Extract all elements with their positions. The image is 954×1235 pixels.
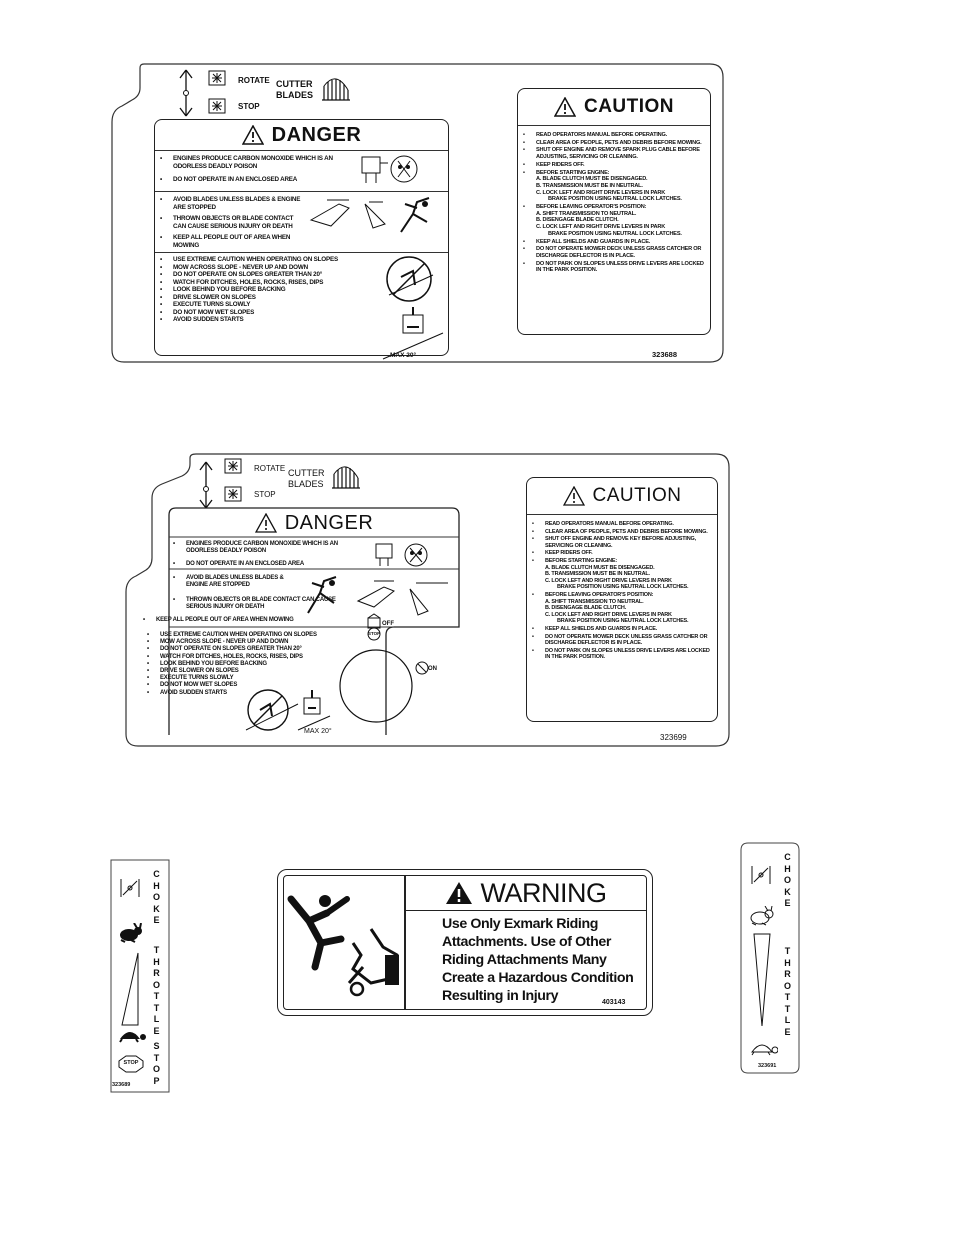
danger-item: • EXECUTE TURNS SLOWLY <box>155 301 385 309</box>
danger-item: • DO NOT OPERATE IN AN ENCLOSED AREA <box>155 176 350 184</box>
caution-item: BRAKE POSITION USING NEUTRAL LOCK LATCHES. <box>548 230 682 237</box>
vertical-letter: E <box>153 915 160 925</box>
vertical-letter: L <box>784 1015 791 1025</box>
danger-section-co <box>155 150 448 191</box>
vertical-letter: T <box>153 1002 160 1013</box>
caution-item: • READ OPERATORS MANUAL BEFORE OPERATING. <box>527 521 713 528</box>
warning-text: Use Only Exmark Riding Attachments. Use of Other Riding Attachments Many Create a Hazardous Condition Resulting in Injury <box>442 916 634 1004</box>
rotate-label: ROTATE <box>238 76 270 85</box>
caution-item: • DO NOT OPERATE MOWER DECK UNLESS GRASS CATCHER OR DISCHARGE DEFLECTOR IS IN PLACE. <box>527 634 713 647</box>
danger-item: • AVOID SUDDEN STARTS <box>155 316 385 324</box>
danger-item: • THROWN OBJECTS OR BLADE CONTACT CAN CAUSE SERIOUS INJURY OR DEATH <box>168 597 338 611</box>
cutter-blades-label: CUTTER BLADES <box>276 79 314 100</box>
vertical-letter: P <box>153 1075 160 1086</box>
caution-item: C. LOCK LEFT AND RIGHT DRIVE LEVERS IN PARK <box>536 189 666 196</box>
throttle-wedge-icon <box>120 951 140 1027</box>
part-number: 323699 <box>660 733 687 742</box>
danger-item: • EXECUTE TURNS SLOWLY <box>142 675 342 682</box>
caution-header <box>527 478 717 514</box>
caution-title: CAUTION <box>592 485 682 506</box>
danger-item: • USE EXTREME CAUTION WHEN OPERATING ON SLOPES <box>155 256 385 264</box>
danger-keep-people <box>138 617 358 624</box>
danger-item: • KEEP ALL PEOPLE OUT OF AREA WHEN MOWING <box>155 234 305 249</box>
vertical-letter: T <box>784 946 791 956</box>
key-on-label: ON <box>428 666 437 672</box>
danger-title: DANGER <box>271 123 362 146</box>
caution-list-container <box>518 125 710 274</box>
vertical-letter: R <box>784 969 791 979</box>
blade-rotate-icon <box>208 70 226 86</box>
caution-item: • KEEP RIDERS OFF. <box>527 550 713 557</box>
danger-panel <box>154 119 449 359</box>
choke-label <box>784 852 791 910</box>
caution-item: • BEFORE LEAVING OPERATOR'S POSITION: <box>527 592 713 599</box>
rollover-hazard-icon <box>287 891 405 1001</box>
danger-item: • DRIVE SLOWER ON SLOPES <box>142 668 342 675</box>
choke-icon <box>119 877 141 899</box>
danger-item: • LOOK BEHIND YOU BEFORE BACKING <box>155 286 385 294</box>
mower-deck-icon <box>320 74 352 102</box>
max-slope-label: MAX 20° <box>390 352 417 359</box>
caution-item: C. LOCK LEFT AND RIGHT DRIVE LEVERS IN PARK <box>536 224 666 231</box>
caution-item: B. DISENGAGE BLADE CLUTCH. <box>536 217 619 224</box>
warning-triangle-icon <box>563 486 585 506</box>
vertical-letter: O <box>153 1064 161 1074</box>
caution-item: • KEEP RIDERS OFF. <box>518 162 706 169</box>
key-off-label: OFF <box>382 621 394 627</box>
vertical-letter: O <box>784 875 792 885</box>
danger-item: • AVOID SUDDEN STARTS <box>142 690 342 697</box>
danger-item: • THROWN OBJECTS OR BLADE CONTACT CAN CAUSE SERIOUS INJURY OR DEATH <box>155 215 305 230</box>
danger-item: • DO NOT MOW WET SLOPES <box>142 682 342 689</box>
danger-item: • ENGINES PRODUCE CARBON MONOXIDE WHICH IS AN ODORLESS DEADLY POISON <box>155 155 350 170</box>
stop-icon: STOP <box>118 1055 144 1073</box>
caution-header <box>518 89 710 125</box>
vertical-letter: T <box>153 1052 160 1063</box>
danger-item: • ENGINES PRODUCE CARBON MONOXIDE WHICH IS AN ODORLESS DEADLY POISON <box>168 541 353 555</box>
caution-panel <box>526 477 718 722</box>
danger-item: • LOOK BEHIND YOU BEFORE BACKING <box>142 661 342 668</box>
rabbit-fast-icon <box>117 923 143 943</box>
caution-item: B. TRANSMISSION MUST BE IN NEUTRAL. <box>545 571 650 578</box>
warning-triangle-icon <box>445 881 473 905</box>
slope-rollover-icon <box>373 255 448 361</box>
stop-label: STOP <box>238 102 260 111</box>
vertical-letter: O <box>784 980 792 991</box>
caution-item: • KEEP ALL SHIELDS AND GUARDS IN PLACE. <box>527 626 713 633</box>
vertical-letter: K <box>784 886 791 897</box>
caution-item: A. SHIFT TRANSMISSION TO NEUTRAL. <box>536 210 637 217</box>
throttle-decal-323691 <box>740 842 800 1074</box>
caution-item: • CLEAR AREA OF PEOPLE, PETS AND DEBRIS BEFORE MOWING. <box>527 529 713 536</box>
vertical-letter: H <box>784 863 791 874</box>
vertical-letter: O <box>153 979 161 990</box>
danger-title: DANGER <box>284 511 374 534</box>
caution-item: A. BLADE CLUTCH MUST BE DISENGAGED. <box>545 564 655 571</box>
up-down-arrow-icon <box>176 68 196 118</box>
vertical-letter: H <box>153 880 160 891</box>
caution-item: • SHUT OFF ENGINE AND REMOVE SPARK PLUG CABLE BEFORE ADJUSTING, SERVICING OR CLEANING. <box>518 147 706 160</box>
vertical-letter: C <box>153 869 160 879</box>
rabbit-fast-icon <box>748 906 774 926</box>
caution-list-container <box>527 514 717 661</box>
vertical-letter: E <box>153 1025 160 1036</box>
caution-item: • SHUT OFF ENGINE AND REMOVE KEY BEFORE ADJUSTING, SERVICING OR CLEANING. <box>527 536 713 549</box>
caution-title: CAUTION <box>583 96 675 117</box>
danger-section-blades <box>168 575 298 589</box>
vertical-letter: T <box>153 945 160 955</box>
caution-item: • KEEP ALL SHIELDS AND GUARDS IN PLACE. <box>518 239 706 246</box>
caution-item: B. TRANSMISSION MUST BE IN NEUTRAL. <box>536 182 643 189</box>
danger-item: • USE EXTREME CAUTION WHEN OPERATING ON SLOPES <box>142 632 342 639</box>
part-number: 323691 <box>758 1063 777 1069</box>
decal-323688 <box>110 62 725 364</box>
danger-header <box>168 509 460 537</box>
vertical-letter: S <box>153 1041 160 1051</box>
danger-item: • DO NOT MOW WET SLOPES <box>155 309 385 317</box>
choke-icon <box>750 864 772 886</box>
caution-item: BRAKE POSITION USING NEUTRAL LOCK LATCHES. <box>557 584 689 591</box>
vertical-letter: R <box>153 968 160 978</box>
caution-item: • DO NOT OPERATE MOWER DECK UNLESS GRASS CATCHER OR DISCHARGE DEFLECTOR IS IN PLACE. <box>518 246 706 259</box>
caution-item: C. LOCK LEFT AND RIGHT DRIVE LEVERS IN PARK <box>545 611 672 618</box>
carbon-monoxide-icon <box>374 542 434 568</box>
vertical-letter: E <box>784 898 791 908</box>
turtle-slow-icon <box>748 1040 778 1056</box>
turtle-slow-icon <box>116 1027 146 1043</box>
warning-triangle-icon <box>242 125 264 145</box>
throttle-wedge-icon <box>752 932 772 1028</box>
caution-list <box>527 521 713 661</box>
vertical-letter: E <box>784 1026 791 1037</box>
vertical-letter: T <box>153 991 160 1001</box>
danger-item: • MOW ACROSS SLOPE - NEVER UP AND DOWN <box>142 639 342 646</box>
key-switch-icon <box>338 612 458 730</box>
caution-list <box>518 132 706 274</box>
vertical-letter: T <box>784 992 791 1002</box>
part-number: 403143 <box>602 999 626 1006</box>
throttle-label <box>153 945 160 1037</box>
thrown-objects-icon <box>309 194 439 236</box>
danger-section-slopes <box>155 252 448 368</box>
danger-item: • DO NOT OPERATE IN AN ENCLOSED AREA <box>168 561 353 568</box>
choke-label <box>153 869 160 927</box>
mower-deck-icon <box>330 462 362 490</box>
caution-item: A. SHIFT TRANSMISSION TO NEUTRAL. <box>545 598 644 605</box>
caution-item: • DO NOT PARK ON SLOPES UNLESS DRIVE LEVERS ARE LOCKED IN THE PARK POSITION. <box>518 261 706 274</box>
danger-header <box>155 120 448 150</box>
caution-item: A. BLADE CLUTCH MUST BE DISENGAGED. <box>536 176 648 183</box>
warning-decal-403143 <box>277 869 653 1016</box>
stop-label <box>153 1041 160 1087</box>
danger-item: • DO NOT OPERATE ON SLOPES GREATER THAN 20° <box>155 271 385 279</box>
caution-item: • READ OPERATORS MANUAL BEFORE OPERATING. <box>518 132 706 139</box>
vertical-letter: T <box>784 1003 791 1014</box>
part-number: 323689 <box>112 1082 131 1088</box>
key-stop-label: STOP <box>368 631 381 636</box>
warning-triangle-icon <box>554 97 576 117</box>
caution-item: • BEFORE STARTING ENGINE: <box>527 558 713 565</box>
vertical-letter: O <box>153 892 161 902</box>
part-number: 323688 <box>652 350 678 359</box>
vertical-letter: C <box>784 852 791 862</box>
blade-stop-icon <box>208 98 226 114</box>
danger-item: • WATCH FOR DITCHES, HOLES, ROCKS, RISES, DIPS <box>155 279 385 287</box>
caution-item: C. LOCK LEFT AND RIGHT DRIVE LEVERS IN PARK <box>545 577 672 584</box>
cutter-blades-label: CUTTER BLADES <box>288 468 325 489</box>
danger-item: • AVOID BLADES UNLESS BLADES & ENGINE ARE STOPPED <box>168 575 298 589</box>
blade-rotate-icon <box>224 458 242 474</box>
danger-item: • MOW ACROSS SLOPE - NEVER UP AND DOWN <box>155 264 385 272</box>
up-down-arrow-icon <box>196 460 216 510</box>
warning-header <box>405 876 646 911</box>
vertical-letter: H <box>784 957 791 968</box>
warning-triangle-icon <box>255 513 277 533</box>
danger-item: • WATCH FOR DITCHES, HOLES, ROCKS, RISES, DIPS <box>142 654 342 661</box>
vertical-letter: L <box>153 1014 160 1024</box>
danger-item: • DRIVE SLOWER ON SLOPES <box>155 294 385 302</box>
caution-panel <box>517 88 711 335</box>
caution-item: • BEFORE STARTING ENGINE: <box>518 170 706 177</box>
caution-item: BRAKE POSITION USING NEUTRAL LOCK LATCHES. <box>557 618 689 625</box>
danger-section-blades <box>155 191 448 252</box>
caution-item: • CLEAR AREA OF PEOPLE, PETS AND DEBRIS BEFORE MOWING. <box>518 140 706 147</box>
stop-label: STOP <box>254 490 276 499</box>
decal-323699 <box>124 452 731 748</box>
danger-item: • AVOID BLADES UNLESS BLADES & ENGINE ARE STOPPED <box>155 196 305 211</box>
max-slope-label: MAX 20° <box>304 728 332 735</box>
throttle-decal-323689 <box>110 859 170 1093</box>
danger-section-co <box>168 541 353 569</box>
vertical-letter: H <box>153 956 160 967</box>
vertical-letter: K <box>153 903 160 914</box>
throttle-label <box>784 946 791 1038</box>
blade-stop-icon <box>224 486 242 502</box>
rotate-label: ROTATE <box>254 464 286 473</box>
carbon-monoxide-icon <box>360 153 422 187</box>
caution-item: B. DISENGAGE BLADE CLUTCH. <box>545 605 626 612</box>
caution-item: • DO NOT PARK ON SLOPES UNLESS DRIVE LEVERS ARE LOCKED IN THE PARK POSITION. <box>527 648 713 661</box>
caution-item: BRAKE POSITION USING NEUTRAL LOCK LATCHES. <box>548 196 682 203</box>
danger-item: • DO NOT OPERATE ON SLOPES GREATER THAN 20° <box>142 646 342 653</box>
danger-item: • KEEP ALL PEOPLE OUT OF AREA WHEN MOWING <box>138 617 358 624</box>
warning-title: WARNING <box>480 877 607 908</box>
caution-item: • BEFORE LEAVING OPERATOR'S POSITION: <box>518 204 706 211</box>
